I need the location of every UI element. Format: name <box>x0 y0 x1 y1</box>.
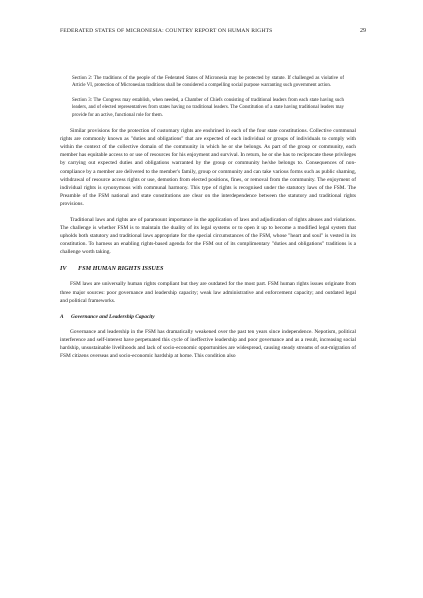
subsection-title: Governance and Leadership Capacity <box>71 313 155 320</box>
paragraph-traditional-laws: Traditional laws and rights are of paramount importance in the application of laws and adjudication of rights abuses and violations. The challenge is whether FSM is to maintain the duality of its legal systems or to open it up to become a modified legal system that upholds both statutory and traditional laws appropriate for the special circumstances of the FSM, whose "heart and soul" is vested in its constitution. To harness an enabling rights-based agenda for the FSM out of its complimentary "duties and obligations" traditions is a challenge worth taking. <box>60 216 356 256</box>
paragraph-fsm-laws: FSM laws are universally human rights compliant but they are outdated for the most part. FSM human rights issues originate from three major sources: poor governance and leadership capacity; weak law administrative and enforcement capacity; and outdated legal and political frameworks. <box>60 281 356 304</box>
paragraph-customary-rights: Similar provisions for the protection of customary rights are enshrined in each of the four state constitutions. Collective communal rights are commonly known as "duties and obligations" that are expected of each individual or groups of individuals to comply with within the context of the collective domain of the community in which he or she belongs. As part of the group or community, each member has equitable access to or use of resources for his enjoyment and survival. In return, he or she has to reciprocate these privileges by carrying out expected duties and obligations warranted by the group or community he/she belongs to. Consequences of non-compliance by a member are delivered to the member's family, group or community and can take various forms such as public shaming, withdrawal of resource access rights or use, demotion from elected positions, fines, or removal from the community. The enjoyment of individual rights is synonymous with communal harmony. This type of rights is recognised under the statutory laws of the FSM. The Preamble of the FSM national and state constitutions are clear on the interdependence between the statutory and traditional rights provisions. <box>60 128 356 207</box>
page-number: 29 <box>360 28 366 34</box>
running-title: FEDERATED STATES OF MICRONESIA: COUNTRY REPORT ON HUMAN RIGHTS <box>60 28 273 34</box>
body-text <box>60 75 356 360</box>
paragraph-governance: Governance and leadership in the FSM has dramatically weakened over the past ten years since independence. Nepotism, political interference and self-interest have perpetuated this cycle of ineffective leadership and poor governance and as a result, increasing social hardship, unsustainable livelihoods and lack of socio-economic opportunities are widespread, causing steady streams of out-migration of FSM citizens overseas and socio-economic hardship at home. This condition also <box>60 328 356 359</box>
subsection-heading <box>60 313 356 321</box>
quote-section-2: Section 2: The traditions of the people of the Federated States of Micronesia may be protected by statute. If challenged as violative of Article VI, protection of Micronesian traditions shall be considered a compelling social purpose warranting such government action. <box>72 76 344 89</box>
section-number: IV <box>60 265 67 273</box>
quote-section-3: Section 3: The Congress may establish, when needed, a Chamber of Chiefs consisting of traditional leaders from each state having such leaders, and of elected representatives from states having no traditional leaders. The Constitution of a state having traditional leaders may provide for an active, functional role for them. <box>72 97 344 118</box>
subsection-number: A <box>60 313 64 320</box>
section-heading <box>60 264 356 273</box>
section-title: FSM HUMAN RIGHTS ISSUES <box>78 265 164 273</box>
running-header <box>60 28 366 38</box>
